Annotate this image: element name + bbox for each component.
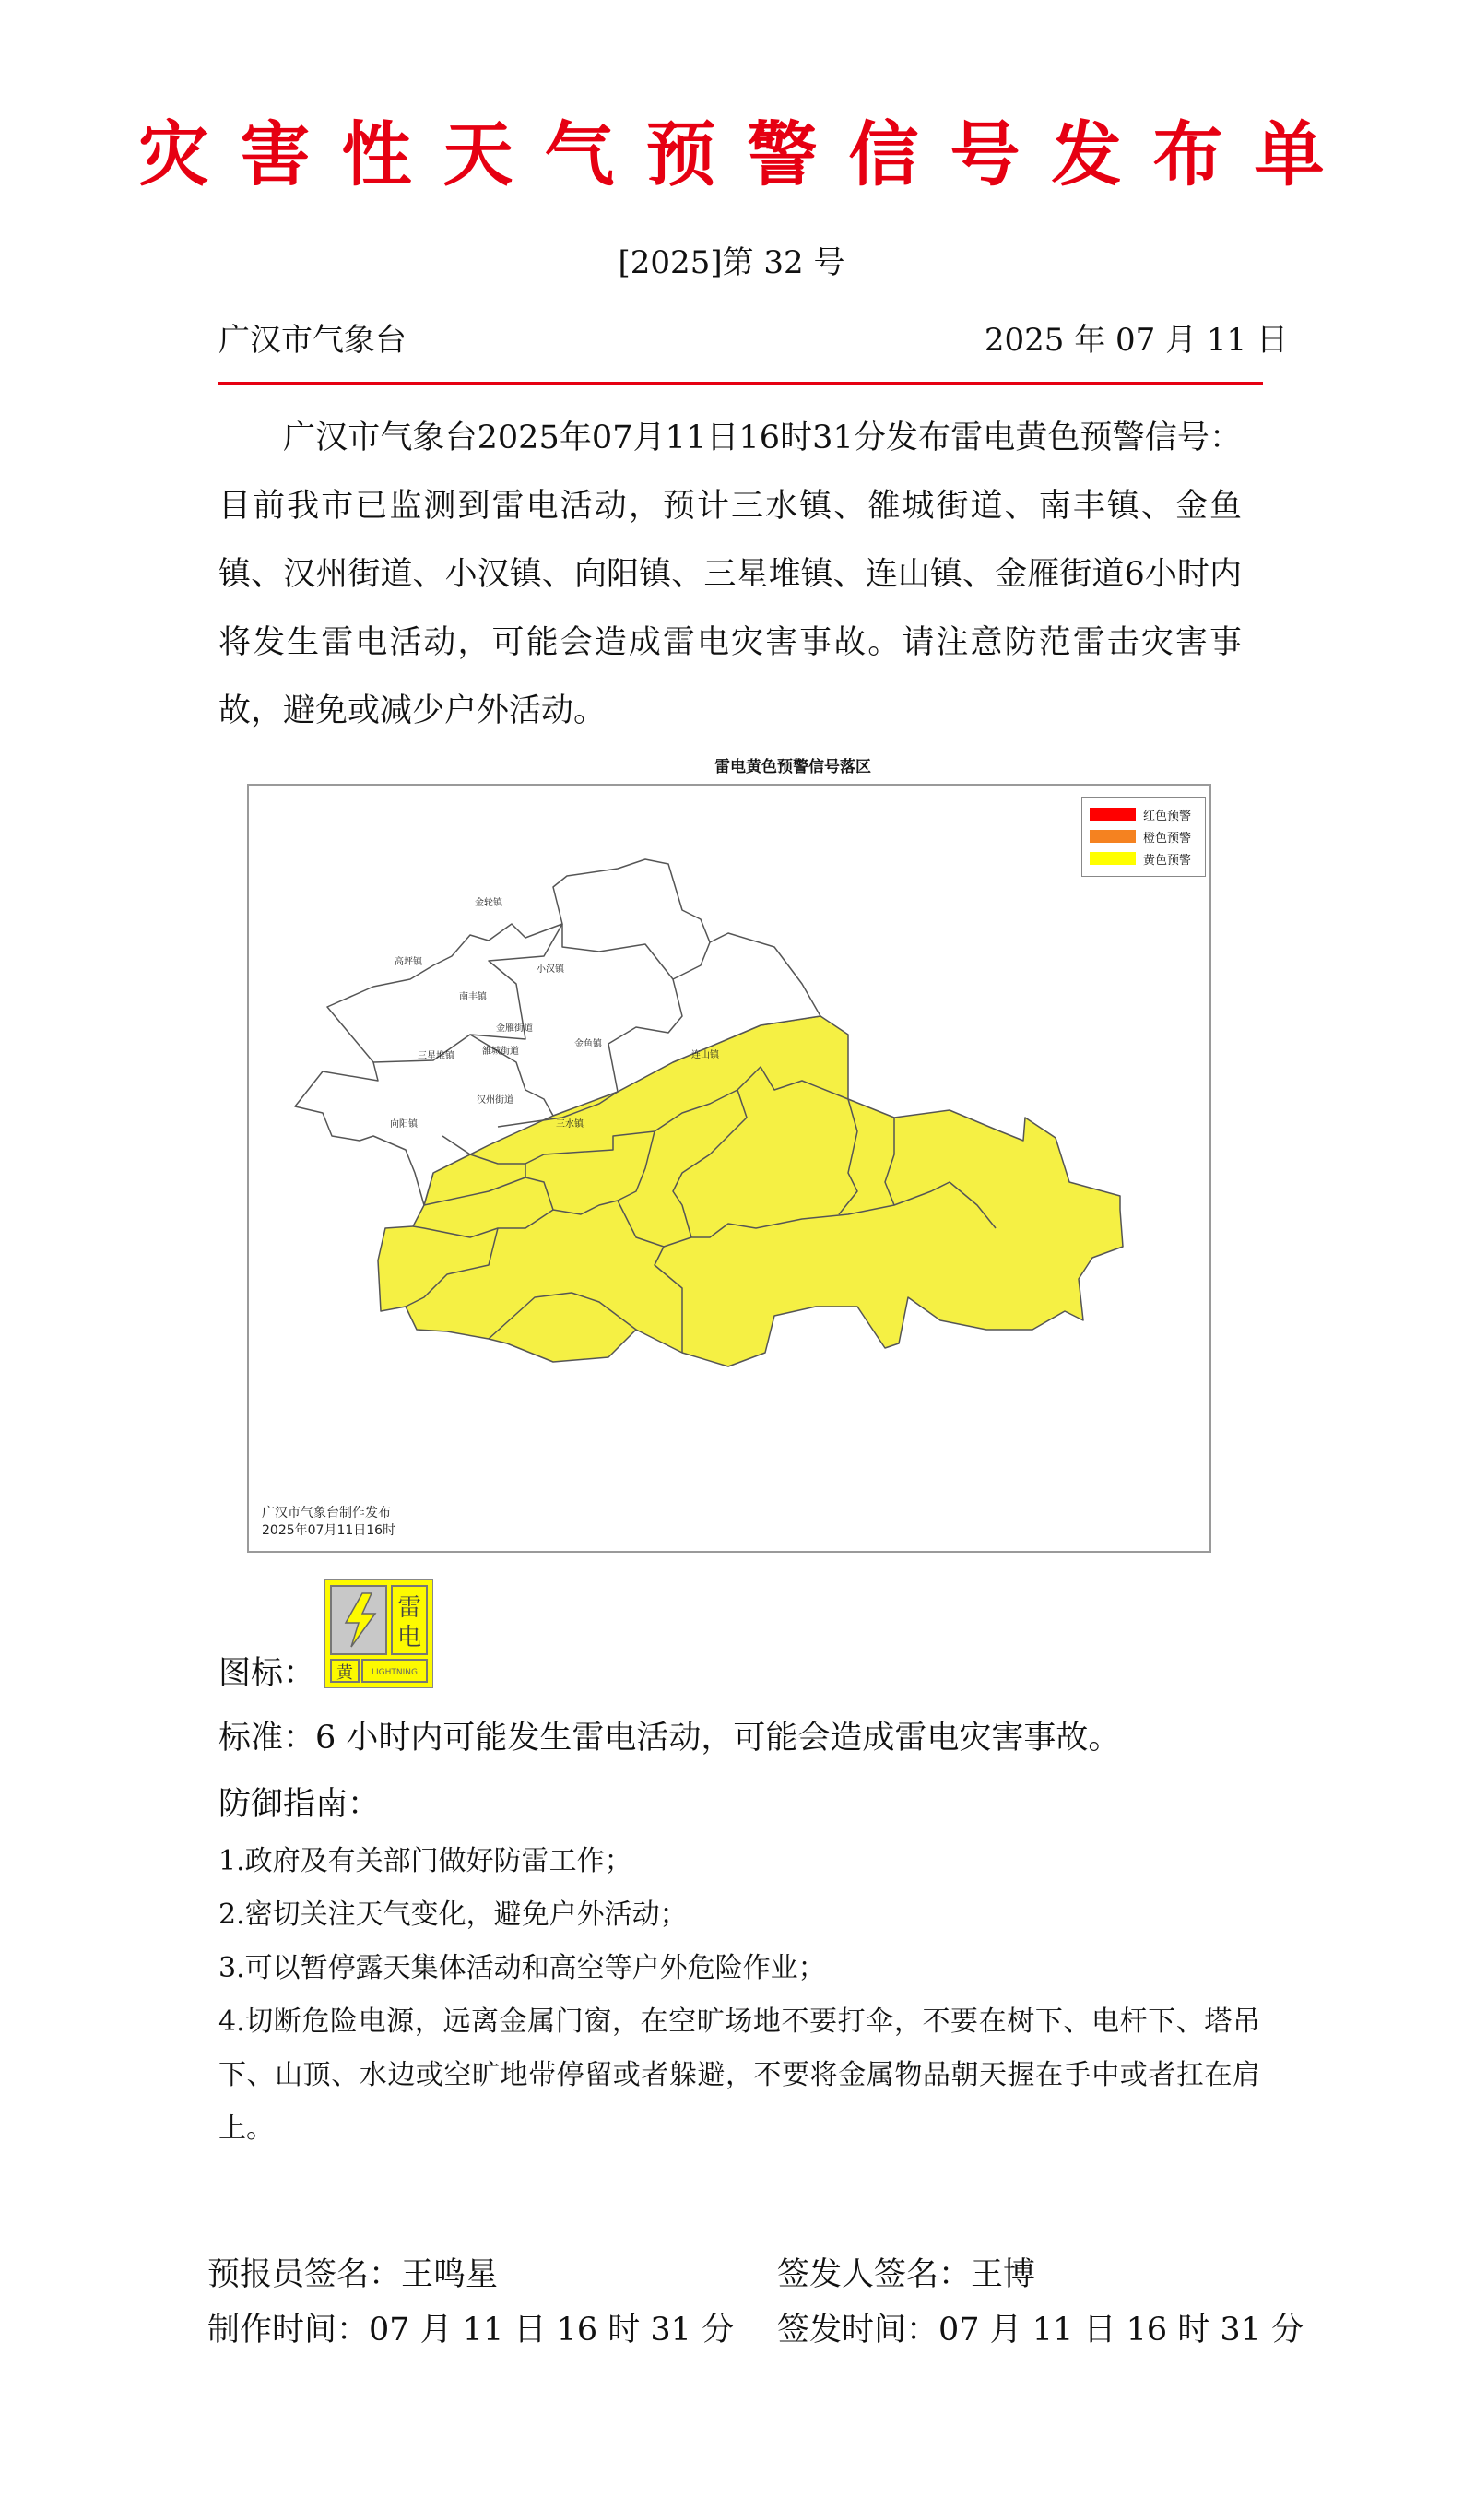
signer-signature: 签发人签名：王博 — [777, 2256, 1036, 2293]
guide-list — [218, 1835, 1260, 2156]
label-jinyu: 金鱼镇 — [574, 1039, 602, 1049]
document-title: 灾害性天气预警信号发布单 — [138, 113, 1356, 195]
legend-item-orange — [1090, 827, 1191, 846]
label-nanfeng: 南丰镇 — [459, 992, 487, 1002]
document-number: [2025]第 32 号 — [618, 244, 845, 281]
label-gaoping: 高坪镇 — [395, 957, 422, 967]
label-jinyan: 金雁街道 — [496, 1023, 533, 1034]
map-svg — [249, 786, 1209, 1551]
warning-paragraph: 广汉市气象台2025年07月11日16时31分发布雷电黄色预警信号：目前我市已监测到雷电活动，预计三水镇、雒城街道、南丰镇、金鱼镇、汉州街道、小汉镇、向阳镇、三星堆镇、连山镇、金雁街道6小时内将发生雷电活动，可能会造成雷电灾害事故。请注意防范雷击灾害事故，避免或减少户外活动。 — [218, 420, 1242, 729]
warning-standard: 标准：6 小时内可能发生雷电活动，可能会造成雷电灾害事故。 — [218, 1720, 1121, 1757]
guide-item: 2.密切关注天气变化，避免户外活动； — [218, 1899, 688, 1931]
lightning-yellow-warning-icon — [324, 1579, 433, 1688]
label-hanzhou: 汉州街道 — [477, 1095, 513, 1106]
label-xiangyang: 向阳镇 — [390, 1119, 418, 1130]
issue-date: 2025 年 07 月 11 日 — [984, 322, 1288, 359]
legend-label-red: 红色预警 — [1143, 809, 1192, 823]
label-luocheng: 雒城街道 — [482, 1047, 519, 1057]
legend-label-yellow: 黄色预警 — [1143, 853, 1192, 868]
warning-map — [247, 784, 1211, 1553]
issuer: 广汉市气象台 — [218, 322, 407, 359]
forecaster-signature: 预报员签名：王鸣星 — [207, 2256, 499, 2293]
legend-swatch-red — [1090, 808, 1136, 821]
legend-swatch-yellow — [1090, 852, 1136, 865]
label-sanxingdui: 三星堆镇 — [418, 1051, 454, 1061]
legend-label-orange: 橙色预警 — [1143, 831, 1192, 846]
legend-item-yellow — [1090, 849, 1191, 868]
label-jinlun: 金轮镇 — [475, 898, 502, 908]
map-title: 雷电黄色预警信号落区 — [714, 758, 871, 776]
icon-label: 图标： — [218, 1655, 316, 1692]
icon-char-bottom: 电 — [396, 1624, 422, 1651]
guide-item: 4.切断危险电源，远离金属门窗，在空旷场地不要打伞，不要在树下、电杆下、塔吊下、山顶、水边或空旷地带停留或者躲避，不要将金属物品朝天握在手中或者扛在肩上。 — [218, 2005, 1260, 2145]
label-sanshui: 三水镇 — [556, 1119, 584, 1130]
map-credit-line2: 2025年07月11日16时 — [262, 1523, 396, 1538]
issue-time: 签发时间：07 月 11 日 16 时 31 分 — [777, 2312, 1304, 2348]
make-time: 制作时间：07 月 11 日 16 时 31 分 — [207, 2312, 735, 2348]
guide-item: 1.政府及有关部门做好防雷工作； — [218, 1845, 632, 1877]
warning-icon-graphic — [325, 1580, 432, 1687]
map-credit — [262, 1505, 395, 1540]
label-lianshan: 连山镇 — [691, 1050, 719, 1060]
icon-char-top: 雷 — [396, 1594, 422, 1622]
guide-heading: 防御指南： — [218, 1786, 381, 1823]
label-xiaohan: 小汉镇 — [537, 964, 564, 975]
icon-level-char: 黄 — [336, 1663, 353, 1683]
header-divider — [218, 382, 1263, 385]
legend-item-red — [1090, 805, 1191, 823]
icon-sub-text: LIGHTNING — [371, 1668, 419, 1677]
map-legend — [1081, 797, 1206, 877]
guide-item: 3.可以暂停露天集体活动和高空等户外危险作业； — [218, 1952, 826, 1984]
map-credit-line1: 广汉市气象台制作发布 — [262, 1506, 391, 1520]
legend-swatch-orange — [1090, 830, 1136, 843]
